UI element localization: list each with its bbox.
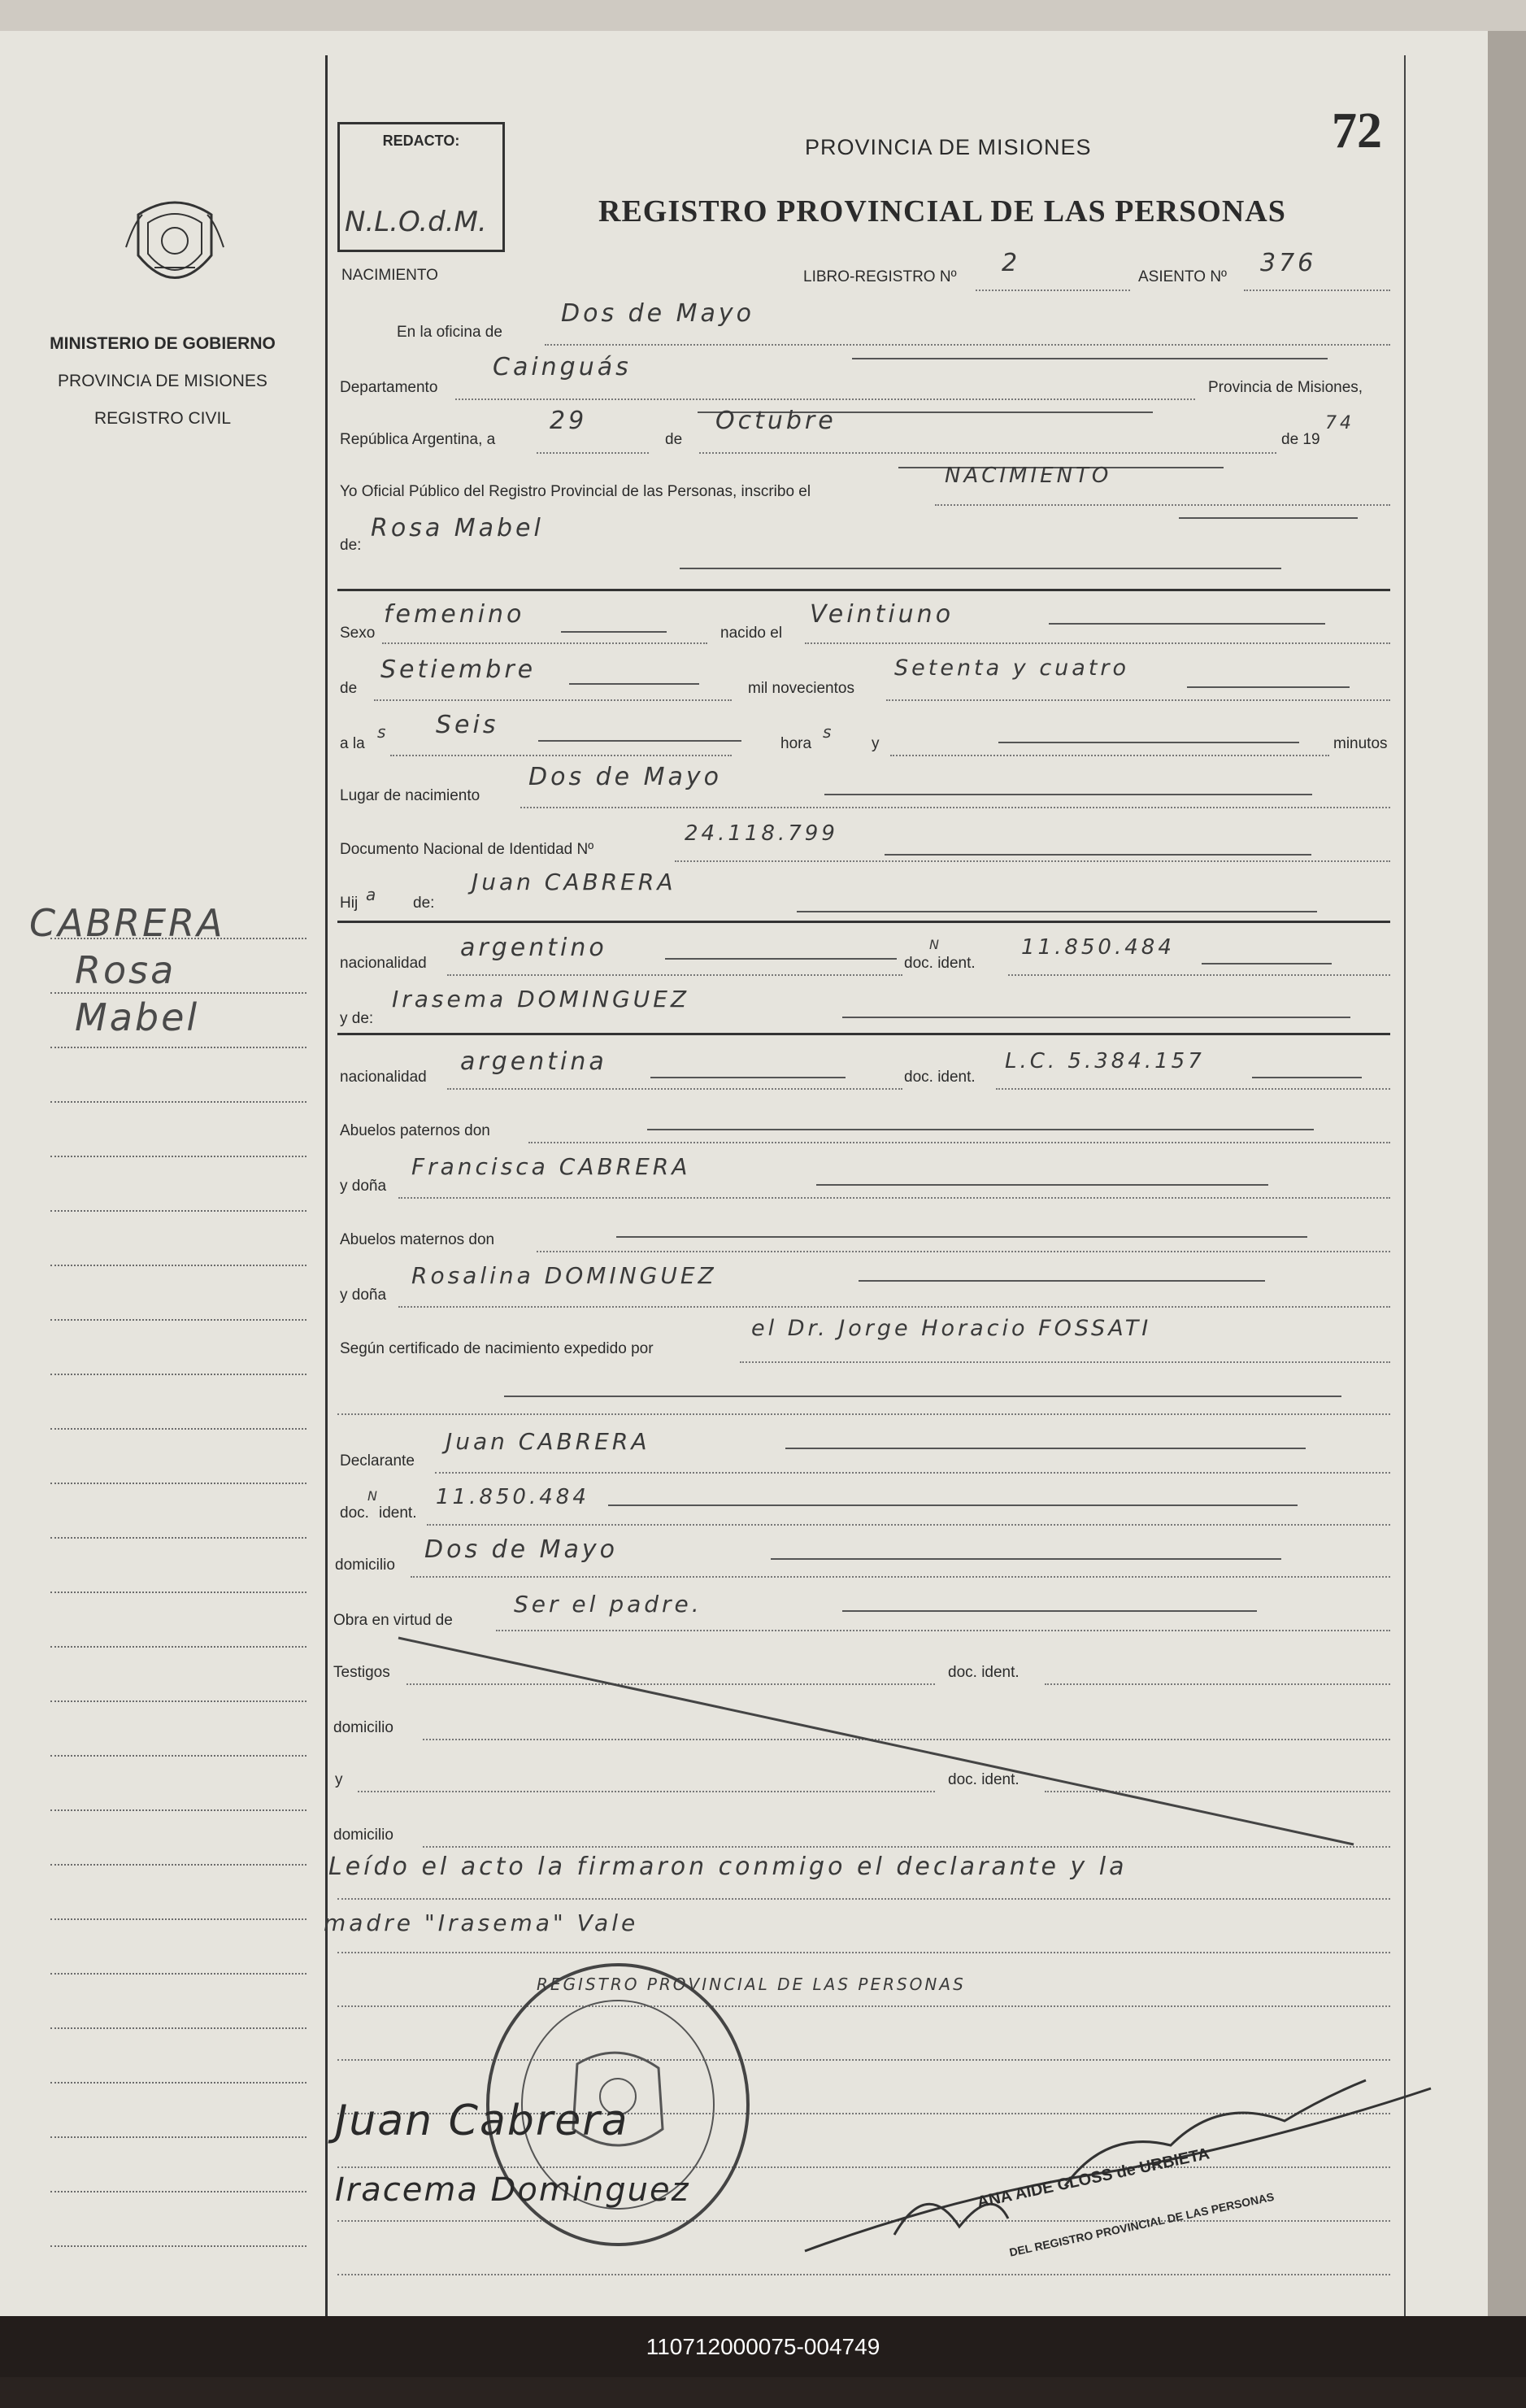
body-dotted-line xyxy=(337,1898,1390,1900)
declarante-label: Declarante xyxy=(340,1452,415,1470)
de-label: de xyxy=(665,431,683,448)
testigo2-domicilio-label: domicilio xyxy=(333,1827,393,1844)
closing-line-1: Leído el acto la firmaron conmigo el declarante y la xyxy=(328,1853,1128,1881)
padre-doc-value: 11.850.484 xyxy=(1021,935,1175,960)
abuela-pat-value: Francisca CABRERA xyxy=(411,1153,691,1180)
hora-label: hora xyxy=(780,735,812,752)
page-edge xyxy=(1488,31,1526,2316)
ala-suffix: s xyxy=(377,722,389,742)
sexo-label: Sexo xyxy=(340,625,376,642)
signature-mother: Iracema Dominguez xyxy=(335,2171,690,2209)
testigo2-doc-label: doc. ident. xyxy=(948,1771,1020,1788)
mil-label: mil novecientos xyxy=(748,680,854,697)
testigo2-y-label: y xyxy=(335,1771,343,1788)
footer-code: 110712000075-004749 xyxy=(0,2316,1526,2377)
declarante-doc-value: 11.850.484 xyxy=(436,1485,589,1509)
signature-father: Juan Cabrera xyxy=(335,2097,629,2145)
abuela-mat-label: y doña xyxy=(340,1287,387,1304)
lugar-value: Dos de Mayo xyxy=(528,763,723,791)
obra-value: Ser el padre. xyxy=(514,1591,702,1618)
registry-heading: REGISTRO PROVINCIAL DE LAS PERSONAS xyxy=(598,194,1286,229)
nacimiento-label: NACIMIENTO xyxy=(341,267,438,284)
libro-label: LIBRO-REGISTRO Nº xyxy=(803,268,957,285)
oficial-value: NACIMIENTO xyxy=(945,464,1112,488)
madre-value: Irasema DOMINGUEZ xyxy=(392,986,690,1012)
departamento-label: Departamento xyxy=(340,379,438,396)
republica-label: República Argentina, a xyxy=(340,431,496,448)
padre-nac-label: nacionalidad xyxy=(340,955,427,972)
mil-value: Setenta y cuatro xyxy=(894,655,1130,681)
padre-nac-value: argentino xyxy=(460,934,607,962)
mes-nac-value: Setiembre xyxy=(380,655,537,684)
madre-nac-value: argentina xyxy=(460,1047,607,1076)
nacido-value: Veintiuno xyxy=(810,600,954,629)
sexo-value: femenino xyxy=(384,600,525,629)
declarante-value: Juan CABRERA xyxy=(446,1428,650,1455)
margin-first-name: Rosa xyxy=(75,948,176,992)
padre-doc-label: doc. ident. xyxy=(904,955,976,972)
redacto-initials: N.L.O.d.M. xyxy=(345,206,487,238)
anio-value: 74 xyxy=(1325,413,1354,433)
ministry-title: MINISTERIO DE GOBIERNO xyxy=(50,334,276,353)
document-page xyxy=(0,31,1488,2316)
obra-label: Obra en virtud de xyxy=(333,1612,453,1629)
madre-doc-value: L.C. 5.384.157 xyxy=(1005,1049,1205,1073)
abuelos-pat-label: Abuelos paternos don xyxy=(340,1122,490,1139)
hijo-label: Hij xyxy=(340,895,359,912)
padre-doc-n: N xyxy=(929,937,939,952)
redacto-label: REDACTO: xyxy=(382,133,460,149)
ministry-registry: REGISTRO CIVIL xyxy=(93,409,232,428)
ala-label: a la xyxy=(340,735,365,752)
de-mes-label: de xyxy=(340,680,358,697)
hijo-suffix: a xyxy=(366,885,380,904)
nombre-value: Rosa Mabel xyxy=(371,514,544,542)
lugar-label: Lugar de nacimiento xyxy=(340,787,480,804)
official-name: ANA AIDE CLOSS de URBIETA xyxy=(976,2145,1211,2212)
dni-value: 24.118.799 xyxy=(685,821,838,846)
oficina-label: En la oficina de xyxy=(397,324,502,341)
province-heading: PROVINCIA DE MISIONES xyxy=(805,135,1092,159)
declarante-ident-label: ident. xyxy=(379,1504,417,1522)
domicilio-label: domicilio xyxy=(335,1557,395,1574)
departamento-value: Cainguás xyxy=(493,353,632,381)
madre-doc-label: doc. ident. xyxy=(904,1069,976,1086)
minutos-label: minutos xyxy=(1333,735,1388,752)
certificado-label: Según certificado de nacimiento expedido por xyxy=(340,1340,654,1357)
declarante-doc-label: doc. xyxy=(340,1504,369,1522)
closing-line-2: madre "Irasema" Vale xyxy=(324,1909,639,1936)
margin-second-name: Mabel xyxy=(75,995,200,1039)
abuelos-mat-label: Abuelos maternos don xyxy=(340,1231,495,1248)
page-top-edge xyxy=(0,0,1526,31)
ministry-province: PROVINCIA DE MISIONES xyxy=(58,372,267,390)
official-title: DEL REGISTRO PROVINCIAL DE LAS PERSONAS xyxy=(1008,2189,1276,2259)
libro-value: 2 xyxy=(1002,249,1021,277)
madre-nac-label: nacionalidad xyxy=(340,1069,427,1086)
padre-value: Juan CABRERA xyxy=(472,869,676,895)
mes-value: Octubre xyxy=(715,407,837,435)
testigo1-domicilio-label: domicilio xyxy=(333,1719,393,1736)
certificado-value: el Dr. Jorge Horacio FOSSATI xyxy=(751,1316,1152,1341)
anio-label: de 19 xyxy=(1281,431,1320,448)
hora-value: Seis xyxy=(436,711,499,739)
provincia-suffix: Provincia de Misiones, xyxy=(1208,379,1363,396)
nacido-label: nacido el xyxy=(720,625,783,642)
de-nombre-label: de: xyxy=(340,537,362,554)
hijo-de-label: de: xyxy=(413,895,435,912)
yde-label: y de: xyxy=(340,1010,374,1027)
oficina-value: Dos de Mayo xyxy=(561,299,755,328)
testigos-label: Testigos xyxy=(333,1664,390,1681)
abuela-mat-value: Rosalina DOMINGUEZ xyxy=(411,1262,717,1289)
abuela-pat-label: y doña xyxy=(340,1178,387,1195)
domicilio-value: Dos de Mayo xyxy=(424,1535,619,1564)
testigo1-doc-label: doc. ident. xyxy=(948,1664,1020,1681)
y-label: y xyxy=(872,735,880,752)
hora-suffix: s xyxy=(823,722,835,742)
declarante-doc-n: N xyxy=(367,1488,377,1504)
oficial-label: Yo Oficial Público del Registro Provincial de las Personas, inscribo el xyxy=(340,483,811,500)
margin-surname: CABRERA xyxy=(29,901,225,945)
dni-label: Documento Nacional de Identidad Nº xyxy=(340,841,594,858)
asiento-value: 376 xyxy=(1260,249,1317,277)
dia-value: 29 xyxy=(550,407,588,435)
asiento-label: ASIENTO Nº xyxy=(1138,268,1227,285)
page-number: 72 xyxy=(1332,103,1382,159)
stamp-text: REGISTRO PROVINCIAL DE LAS PERSONAS xyxy=(537,1975,966,1994)
